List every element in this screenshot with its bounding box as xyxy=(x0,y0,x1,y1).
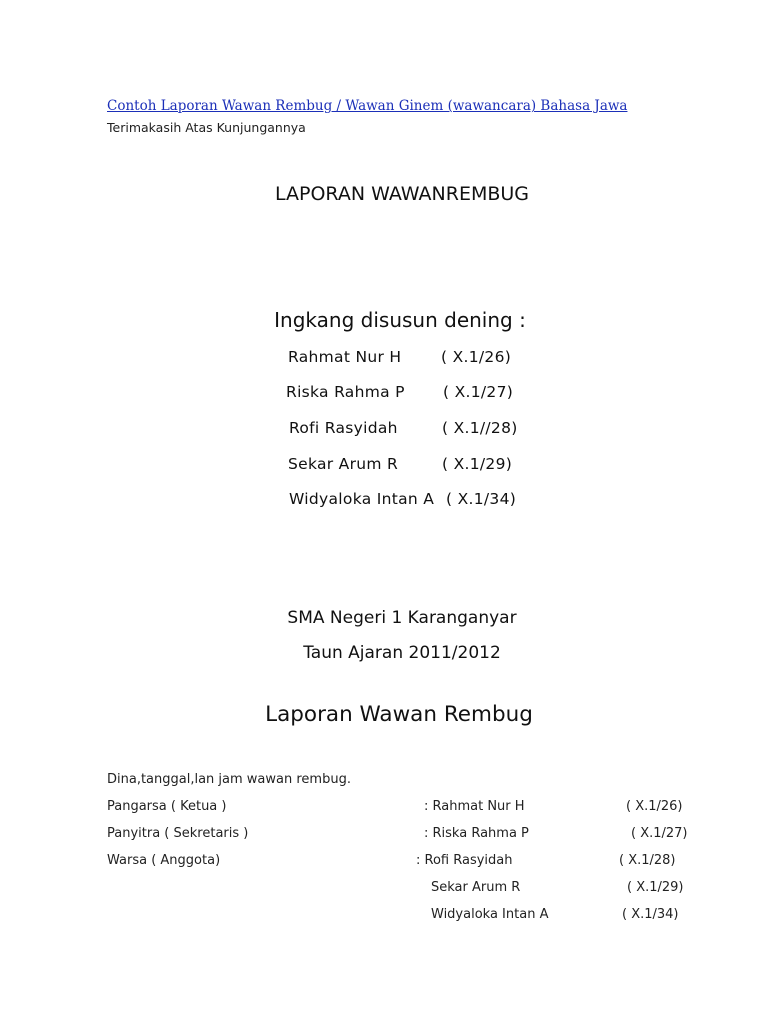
role-label: Warsa ( Anggota) xyxy=(107,853,221,868)
member-code: ( X.1/29) xyxy=(442,455,513,473)
member-code: ( X.1/26) xyxy=(441,348,512,366)
school-year: Taun Ajaran 2011/2012 xyxy=(303,643,501,663)
role-name: Widyaloka Intan A xyxy=(431,907,549,922)
compiled-by-heading: Ingkang disusun dening : xyxy=(274,308,526,332)
school-name: SMA Negeri 1 Karanganyar xyxy=(287,608,517,628)
member-name: Rahmat Nur H xyxy=(288,348,402,366)
member-code: ( X.1//28) xyxy=(442,419,518,437)
date-line: Dina,tanggal,lan jam wawan rembug. xyxy=(107,772,351,787)
member-name: Sekar Arum R xyxy=(288,455,399,473)
role-label: Pangarsa ( Ketua ) xyxy=(107,799,227,814)
role-code: ( X.1/27) xyxy=(631,826,688,841)
member-name: Riska Rahma P xyxy=(286,383,405,401)
role-code: ( X.1/34) xyxy=(622,907,679,922)
member-name: Rofi Rasyidah xyxy=(289,419,398,437)
cover-title: LAPORAN WAWANREMBUG xyxy=(274,183,530,205)
member-name: Widyaloka Intan A xyxy=(289,490,435,508)
role-name: : Rahmat Nur H xyxy=(424,799,525,814)
role-code: ( X.1/26) xyxy=(626,799,683,814)
role-code: ( X.1/29) xyxy=(627,880,684,895)
role-name: Sekar Arum R xyxy=(431,880,521,895)
article-title-link[interactable]: Contoh Laporan Wawan Rembug / Wawan Ginem (wawancara) Bahasa Jawa xyxy=(107,98,628,114)
role-name: : Riska Rahma P xyxy=(424,826,529,841)
member-code: ( X.1/27) xyxy=(443,383,514,401)
thanks-text: Terimakasih Atas Kunjungannya xyxy=(107,120,306,135)
role-name: : Rofi Rasyidah xyxy=(416,853,513,868)
member-code: ( X.1/34) xyxy=(446,490,517,508)
role-label: Panyitra ( Sekretaris ) xyxy=(107,826,249,841)
role-code: ( X.1/28) xyxy=(619,853,676,868)
report-title: Laporan Wawan Rembug xyxy=(265,702,533,727)
